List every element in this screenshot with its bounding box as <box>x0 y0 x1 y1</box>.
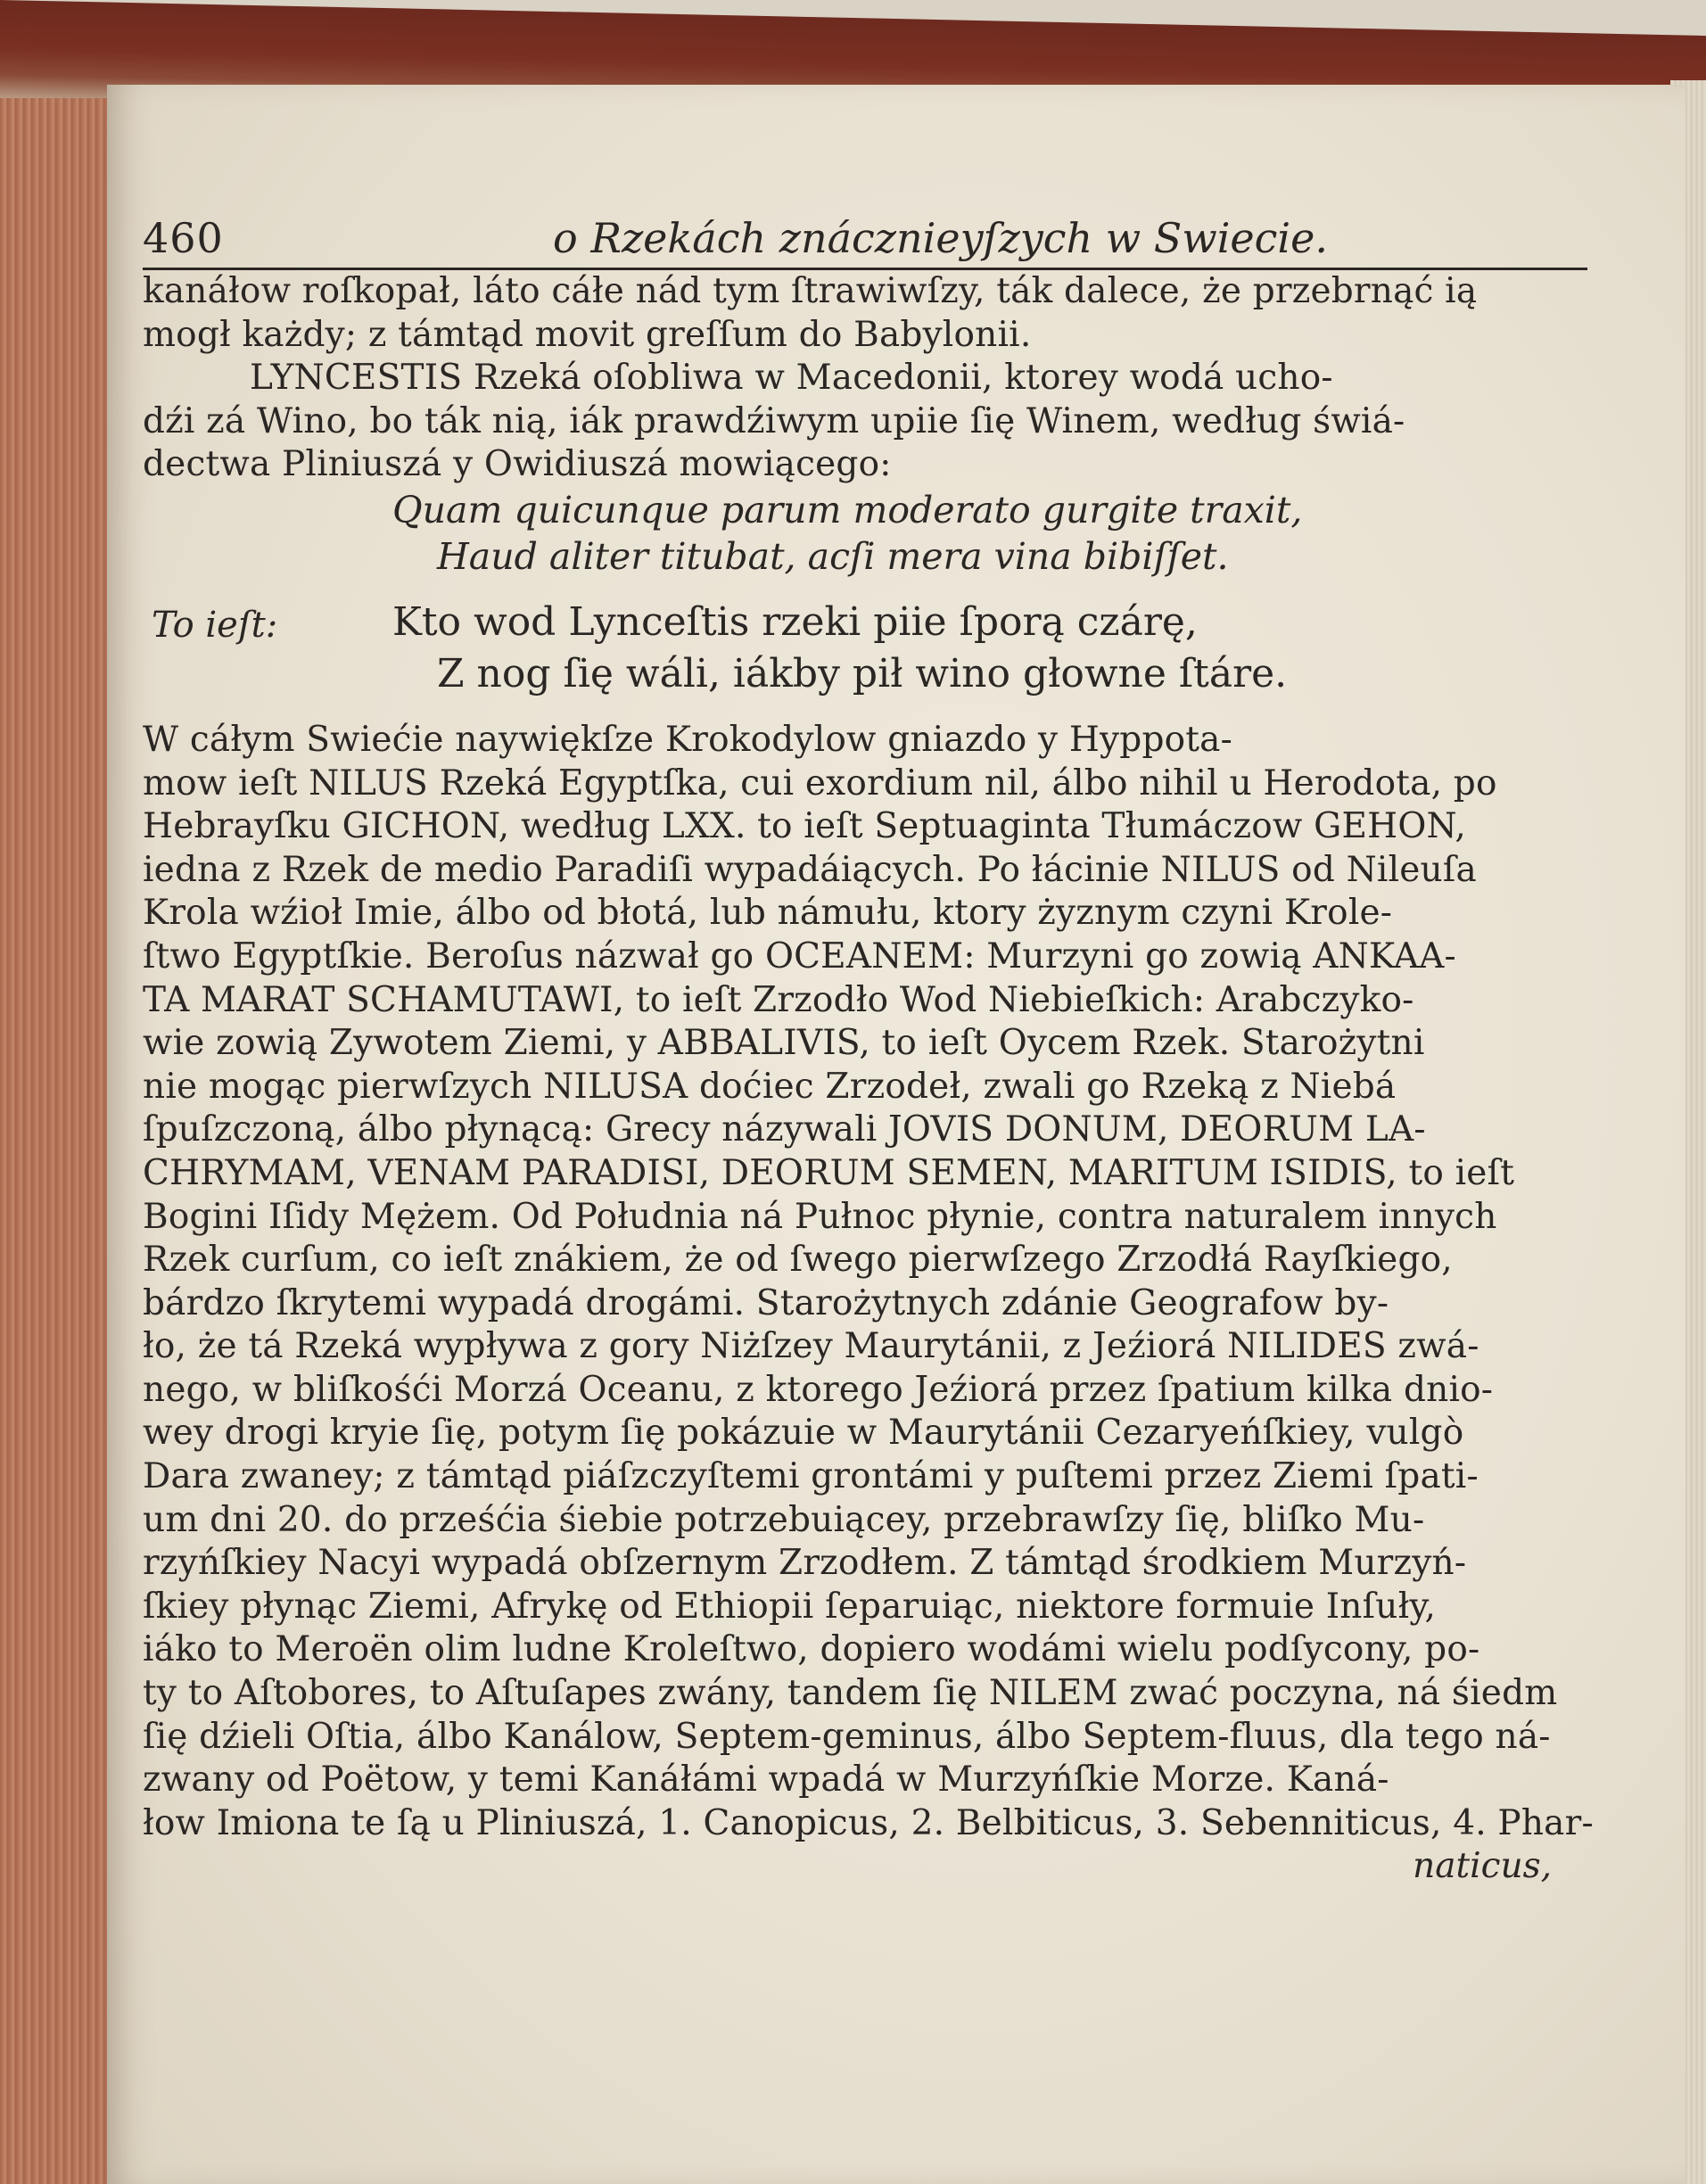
text-line: Krola wźioł Imie, álbo od błotá, lub námułu, ktory żyznym czyni Krole- <box>143 893 1393 934</box>
text-line: CHRYMAM, VENAM PARADISI, DEORUM SEMEN, MARITUM ISIDIS, to ieſt <box>143 1152 1515 1193</box>
text-line: Hebrayſku GICHON, według LXX. to ieſt Septuaginta Tłumáczow GEHON, <box>143 806 1466 847</box>
text-line: ty to Aſtobores, to Aſtuſapes zwány, tandem ſię NILEM zwać poczyna, ná śiedm <box>143 1673 1558 1714</box>
translation-line: Z nog ſię wáli, iákby pił wino głowne ſtáre. <box>437 650 1288 696</box>
text-line: LYNCESTIS Rzeká oſobliwa w Macedonii, ktorey wodá ucho- <box>250 358 1333 399</box>
text-line: dźi zá Wino, bo ták nią, iák prawdźiwym upiie ſię Winem, według świá- <box>143 400 1405 441</box>
page-text <box>143 214 1594 1888</box>
text-line: łow Imiona te ſą u Pliniuszá, 1. Canopicus, 2. Belbiticus, 3. Sebenniticus, 4. Phar- <box>143 1802 1594 1843</box>
running-head <box>143 214 1587 270</box>
text-line: nie mogąc pierwſzych NILUSA doćiec Zrzodeł, zwali go Rzeką z Niebá <box>143 1066 1397 1107</box>
text-line: mow ieſt NILUS Rzeká Egyptſka, cui exordium nil, álbo nihil u Herodota, po <box>143 762 1497 804</box>
page-number: 460 <box>143 214 224 262</box>
text-line: ſtwo Egyptſkie. Beroſus názwał go OCEANEM: Murzyni go zowią ANKAA- <box>143 935 1456 977</box>
translation-label: To ieſt: <box>152 604 278 646</box>
text-line: kanáłow roſkopał, láto cáłe nád tym ſtrawiwſzy, ták dalece, że przebrnąć ią <box>143 271 1478 311</box>
running-title: o Rzekách znácznieyſzych w Swiecie. <box>553 214 1328 262</box>
translation <box>143 599 1587 705</box>
text-line: wie zowią Zywotem Ziemi, y ABBALIVIS, to ieſt Oycem Rzek. Starożytni <box>143 1023 1425 1064</box>
text-line: rzyńſkiey Nacyi wypadá obſzernym Zrzodłem. Z támtąd środkiem Murzyń- <box>143 1543 1467 1584</box>
text-line: wey drogi kryie ſię, potym ſię pokázuie w Maurytánii Cezaryeńſkiey, vulgò <box>143 1413 1464 1454</box>
text-line: dectwa Pliniuszá y Owidiuszá mowiącego: <box>143 444 892 485</box>
text-line: um dni 20. do prześćia śiebie potrzebuiącey, przebrawſzy ſię, bliſko Mu- <box>143 1499 1425 1540</box>
text-line: ſkiey płynąc Ziemi, Afrykę od Ethiopii ſeparuiąc, niektore formuie Inſuły, <box>143 1586 1437 1627</box>
text-line: ło, że tá Rzeká wypływa z gory Niżſzey Maurytánii, z Jeźiorá NILIDES zwá- <box>143 1326 1479 1367</box>
translation-line: Kto wod Lynceſtis rzeki piie ſporą czárę, <box>392 598 1198 645</box>
text-line: bárdzo ſkrytemi wypadá drogámi. Starożytnych zdánie Geografow by- <box>143 1282 1389 1323</box>
text-line: nego, w bliſkośći Morzá Oceanu, z ktorego Jeźiorá przez ſpatium kilka dnio- <box>143 1369 1494 1410</box>
text-line: mogł każdy; z támtąd movit greſſum do Babylonii. <box>143 314 1032 355</box>
paragraph-nilus <box>143 719 1594 1845</box>
text-line: TA MARAT SCHAMUTAWI, to ieſt Zrzodło Wod Niebieſkich: Arabczyko- <box>143 979 1414 1020</box>
latin-verse <box>143 487 1587 580</box>
text-line: zwany od Poëtow, y temi Kanáłámi wpadá w Murzyńſkie Morze. Kaná- <box>143 1760 1389 1801</box>
text-line: W cáłym Swiećie naywiękſze Krokodylow gniazdo y Hyppota- <box>143 719 1232 760</box>
text-line: iedna z Rzek de medio Paradiſi wypadáiących. Po łácinie NILUS od Nileuſa <box>143 849 1477 890</box>
text-line: Rzek curſum, co ieſt znákiem, że od ſwego pierwſzego Zrzodłá Rayſkiego, <box>143 1240 1453 1281</box>
text-line: ſpuſzczoną, álbo płynącą: Grecy názywali JOVIS DONUM, DEORUM LA- <box>143 1109 1426 1150</box>
paragraph-lyncestis <box>143 357 1587 487</box>
text-line: ſię dźieli Oſtia, álbo Kanálow, Septem-geminus, álbo Septem-fluus, dla tego ná- <box>143 1716 1551 1757</box>
text-line: iáko to Meroën olim ludne Kroleſtwo, dopiero wodámi wielu podſycony, po- <box>143 1629 1480 1670</box>
text-line: Bogini Iſidy Mężem. Od Południa ná Pułnoc płynie, contra naturalem innych <box>143 1196 1497 1237</box>
catchword: naticus, <box>1413 1846 1552 1887</box>
paragraph-1 <box>143 270 1587 357</box>
verse-line: Haud aliter titubat, acſi mera vina bibiſſet. <box>437 534 1229 578</box>
text-line: Dara zwaney; z támtąd piáſzczyſtemi grontámi y puſtemi przez Ziemi ſpati- <box>143 1456 1479 1497</box>
verse-line: Quam quicunque parum moderato gurgite traxit, <box>392 488 1303 532</box>
